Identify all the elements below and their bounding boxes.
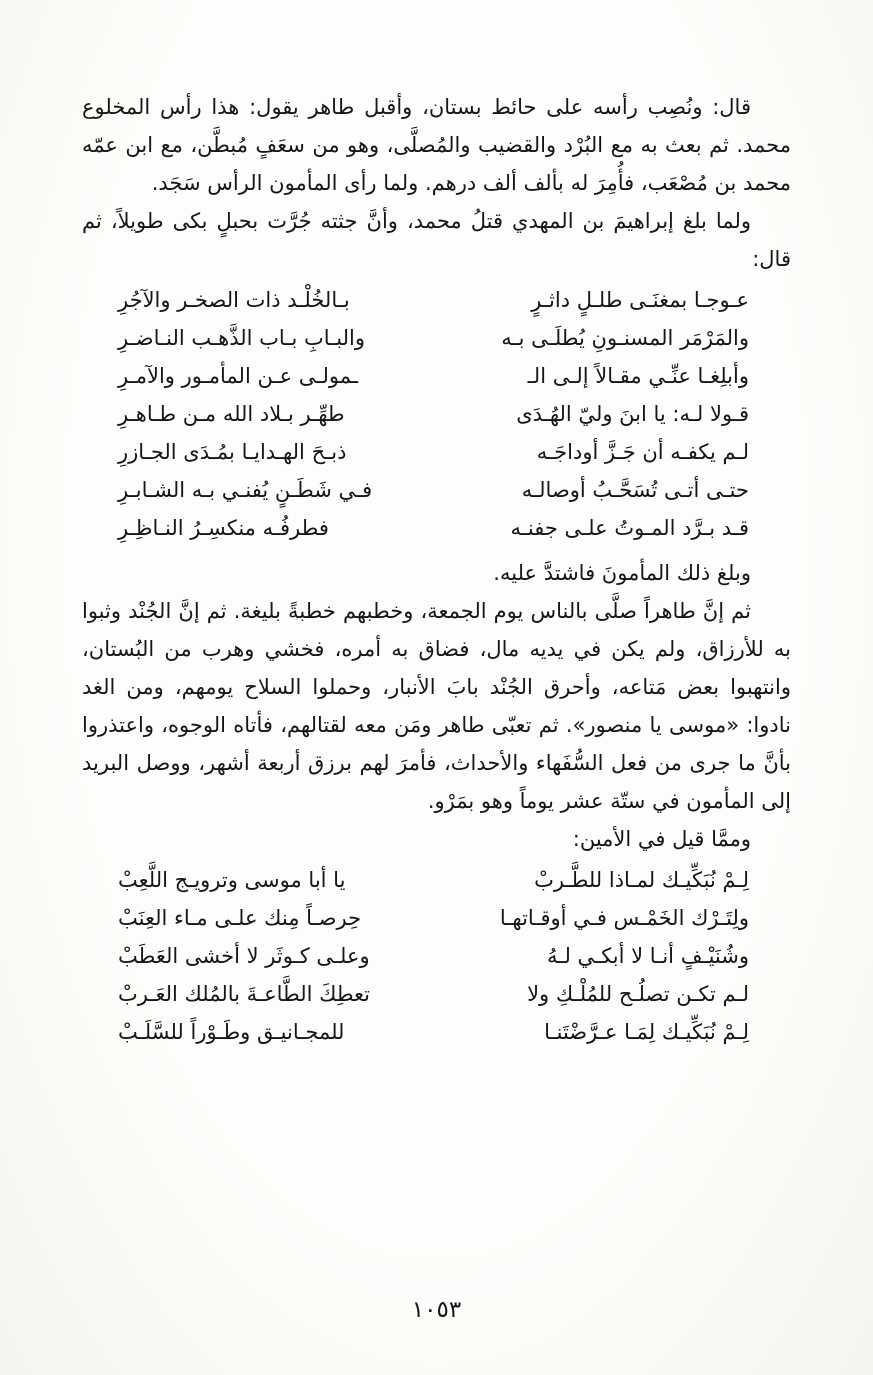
paragraph-2: ولما بلغ إبراهيمَ بن المهدي قتلُ محمد، وأنَّ جثته جُرَّت بحبلٍ بكى طويلاً، ثم قال:: [82, 209, 791, 271]
hemistich-second: للمجـانيـق وطَـوْراً للسَّلَـبْ: [118, 1020, 345, 1044]
page-number: ١٠٥٣: [411, 1297, 462, 1323]
hemistich-first: قـد بـرَّد المـوتُ علـى جفنـه: [510, 516, 749, 540]
poem-elegy-muhammad: [82, 278, 791, 554]
verse-line: [118, 433, 749, 471]
hemistich-first: والمَرْمَر المسنـونِ يُطلَـى بـه: [501, 326, 749, 350]
hemistich-first: قـولا لـه: يا ابنَ وليّ الهُـدَى: [516, 402, 749, 426]
paragraph-intro-poem2: وممَّا قيل في الأمين:: [572, 827, 751, 851]
paragraph-3: ثم إنَّ طاهراً صلَّى بالناس يوم الجمعة، وخطبهم خطبةً بليغة. ثم إنَّ الجُنْد وثبوا به للأرزاق، ولم يكن في يديه مال، فضاق به أمره، فخشي وهرب من البُستان، وانتهبوا بعض مَتاعه، وأحرق الجُنْد بابَ الأنبار، وحملوا السلاح يومهم، ومن الغد نادوا: «موسى يا منصور». ثم تعبّى طاهر ومَن معه لقتالهم، فأتاه الوجوه، واعتذروا بأنَّ ما جرى من فعل السُّفَهاء والأحداث، فأمرَ لهم برزق أربعة أشهر، ووصل البريد إلى المأمون في ستّة عشر يوماً وهو بمَرْو.: [82, 599, 791, 813]
hemistich-first: وشُنَيْـفٍ أنـا لا أبكـي لـهُ: [547, 944, 749, 968]
hemistich-second: فـي شَطَـنٍ يُفنـي بـه الشـابـرِ: [118, 478, 373, 502]
paragraph-1: قال: ونُصِب رأسه على حائط بستان، وأقبل طاهر يقول: هذا رأس المخلوع محمد. ثم بعث به مع البُرْد والقضيب والمُصلَّى، وهو من سعَفٍ مُبطَّن، مع ابن عمّه محمد بن مُصْعَب، فأُمِرَ له بألف ألف درهم. ولما رأى المأمون الرأس سَجَد.: [82, 95, 791, 195]
hemistich-first: لِـمْ نُبَكِّيـك لِمَـا عـرَّضْتَنـا: [544, 1020, 749, 1044]
hemistich-second: فطرفُـه منكسِـرُ النـاظِـرِ: [118, 516, 329, 540]
paragraph-after-poem1: وبلغ ذلك المأمونَ فاشتدَّ عليه.: [493, 561, 751, 585]
verse-line: [118, 319, 749, 357]
hemistich-first: عـوجـا بمغنَـى طلـلٍ داثـرٍ: [531, 288, 749, 312]
hemistich-second: حِرصـاً مِنك علـى مـاء العِنَبْ: [118, 906, 362, 930]
verse-line: [118, 899, 749, 937]
hemistich-first: ولِتَـرْك الخَمْـس فـي أوقـاتهـا: [499, 906, 749, 930]
verse-line: [118, 395, 749, 433]
hemistich-first: لـم تكـن تصلُـح للمُلْـكِ ولا: [527, 982, 749, 1006]
verse-line: [118, 281, 749, 319]
hemistich-second: ذبـحَ الهـدايـا بمُـدَى الجـازرِ: [118, 440, 347, 464]
page-content: [82, 88, 791, 1058]
hemistich-second: طهِّـر بـلاد الله مـن طـاهـرِ: [118, 402, 345, 426]
verse-line: [118, 975, 749, 1013]
poem-on-al-amin: [82, 858, 791, 1058]
verse-line: [118, 357, 749, 395]
hemistich-second: وعلـى كـوثَر لا أخشى العَطَبْ: [118, 944, 370, 968]
hemistich-second: ـمولـى عـن المأمـور والآمـرِ: [118, 364, 358, 388]
verse-line: [118, 471, 749, 509]
hemistich-first: لِـمْ نُبَكِّيـك لمـاذا للطَّـربْ: [534, 868, 749, 892]
verse-line: [118, 1013, 749, 1051]
hemistich-second: يا أبا موسى وترويـج اللَّعِبْ: [118, 868, 346, 892]
hemistich-first: لـم يكفـه أن جَـزَّ أوداجَـه: [536, 440, 749, 464]
hemistich-second: تعطِكَ الطَّاعـةَ بالمُلك العَـربْ: [118, 982, 371, 1006]
hemistich-first: وأبلِغـا عنِّـي مقـالاً إلـى الـ: [527, 364, 749, 388]
hemistich-first: حتـى أتـى تُسَحَّـبُ أوصالـه: [521, 478, 749, 502]
hemistich-second: بـالخُلْـد ذات الصخـر والآجُرِ: [118, 288, 350, 312]
verse-line: [118, 861, 749, 899]
hemistich-second: والبـابِ بـاب الذَّهـب النـاضـرِ: [118, 326, 366, 350]
verse-line: [118, 509, 749, 547]
verse-line: [118, 937, 749, 975]
